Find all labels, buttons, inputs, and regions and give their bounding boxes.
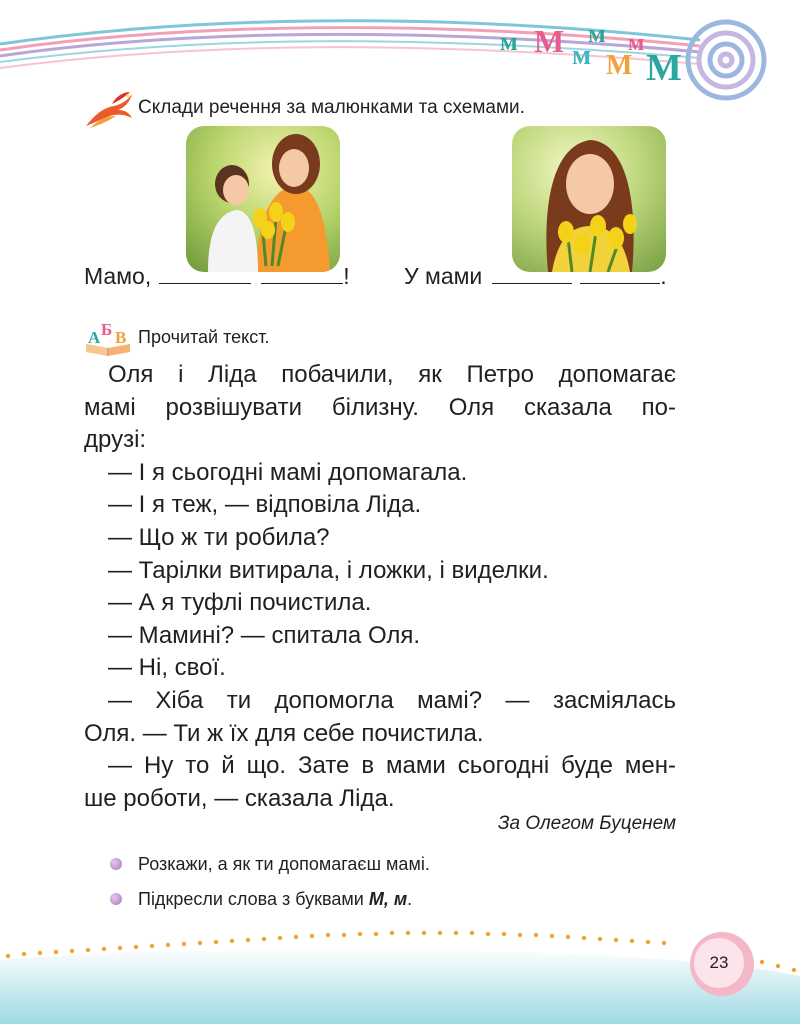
task-compose-instruction [84, 88, 525, 128]
story-text [84, 359, 676, 815]
footer-decoration [0, 900, 800, 1024]
question-text: Розкажи, а як ти допомагаєш мамі. [138, 853, 430, 874]
story-line: — Мамині? — спитала Оля. [108, 621, 421, 649]
story-author: За Олегом Буценем [497, 813, 676, 834]
story-line: — А я туфлі почистила. [108, 589, 372, 617]
answer-blank[interactable] [159, 262, 251, 284]
firebird-icon [84, 86, 136, 130]
story-line: ше роботи, — сказала Ліда. [84, 784, 395, 812]
story-line: Оля. — Ти ж їх для себе почистила. [84, 719, 484, 747]
header-letter: м [500, 27, 518, 56]
answer-blank[interactable] [261, 262, 343, 284]
instruction-text: Склади речення за малюнками та схемами. [138, 97, 525, 118]
story-line: друзі: [84, 426, 147, 454]
instruction-text: Прочитай текст. [138, 326, 270, 347]
story-line: — Тарілки витирала, і ложки, і виделки. [108, 556, 549, 584]
story-line: — Що ж ти робила? [108, 523, 330, 551]
sentence-end: ! [343, 263, 350, 289]
bullet-icon [110, 858, 122, 870]
question-end: . [407, 888, 413, 909]
abc-book-icon [84, 318, 132, 356]
header-letter: м [588, 19, 606, 48]
header-letter: м [572, 40, 592, 71]
sentence-scheme-1 [84, 262, 350, 298]
spiral-icon [688, 22, 764, 98]
task-read-instruction [84, 318, 269, 356]
story-line: — Ну то й що. Зате в мами сьогодні буде мен- [108, 752, 676, 780]
question-text: Підкресли слова з буквами [138, 888, 369, 909]
header-letter: М [646, 47, 682, 89]
question-emphasis: М, м [368, 888, 408, 909]
question-item [110, 850, 430, 878]
header-letter: М [534, 23, 565, 59]
header-letter: М [606, 50, 633, 81]
abc-letter: Б [101, 320, 113, 339]
sentence-scheme-2 [404, 262, 667, 298]
page-number: 23 [694, 938, 744, 988]
mother-son-tulips-photo [186, 126, 340, 272]
sentence-end: . [660, 263, 667, 289]
abc-letter: В [115, 328, 127, 347]
answer-blank[interactable] [492, 262, 572, 284]
story-line: — І я теж, — відповіла Ліда. [108, 491, 422, 519]
story-line: — І я сьогодні мамі допомагала. [108, 458, 468, 486]
woman-tulips-photo [512, 126, 666, 272]
story-line: — Хіба ти допомогла мамі? — засміялась [108, 686, 676, 714]
abc-letter: А [88, 328, 101, 347]
header-letter: м [628, 30, 645, 56]
sentence-start: Мамо, [84, 263, 152, 289]
sentence-start: У мами [404, 263, 483, 289]
story-line: — Ні, свої. [108, 654, 226, 682]
answer-blank[interactable] [580, 262, 660, 284]
story-line: мамі розвішувати білизну. Оля сказала по- [84, 393, 676, 421]
story-line: Оля і Ліда побачили, як Петро допомагає [108, 361, 676, 388]
